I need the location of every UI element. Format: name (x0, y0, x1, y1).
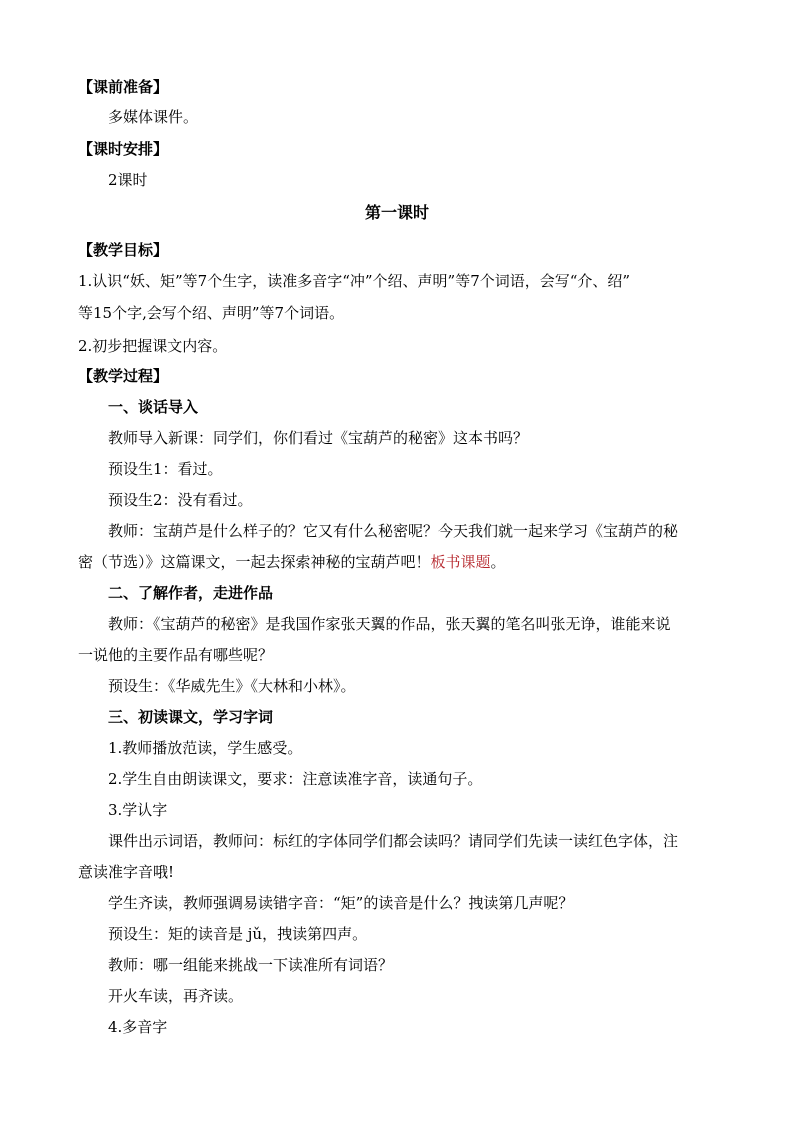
schedule-heading: 【课时安排】 (78, 140, 169, 158)
section3-title: 三、初读课文，学习字词 (108, 708, 274, 726)
section1-line5 (78, 552, 506, 572)
lesson-title: 第一课时 (364, 203, 429, 222)
schedule-content: 2课时 (108, 171, 148, 189)
section3-line10: 4.多音字 (108, 1018, 168, 1036)
section2-line1: 教师：《宝葫芦的秘密》是我国作家张天翼的作品，张天翼的笔名叫张无诤，谁能来说 (108, 615, 671, 633)
goals-heading: 【教学目标】 (78, 241, 169, 259)
goals-item1-line1: 1.认识“妖、矩”等7个生字，读准多音字“冲”个绍、声明”等7个词语，会写“介、绍” (78, 272, 631, 290)
section3-line2: 2.学生自由朗读课文，要求：注意读准字音，读通句子。 (108, 770, 483, 788)
prep-content: 多媒体课件。 (108, 108, 199, 126)
board-title-highlight: 板书课题 (430, 553, 491, 571)
section3-line7: 预设生：矩的读音是 jǔ，拽读第四声。 (108, 925, 368, 943)
section1-title: 一、谈话导入 (108, 398, 199, 416)
process-heading: 【教学过程】 (78, 367, 169, 385)
section2-line2: 一说他的主要作品有哪些呢？ (78, 646, 274, 664)
goals-item2: 2.初步把握课文内容。 (78, 337, 228, 355)
section1-line4: 教师：宝葫芦是什么样子的？它又有什么秘密呢？今天我们就一起来学习《宝葫芦的秘 (108, 522, 679, 540)
section3-line6: 学生齐读，教师强调易读错字音：“矩”的读音是什么？拽读第几声呢？ (108, 894, 574, 912)
section2-title: 二、了解作者，走进作品 (108, 584, 274, 602)
section3-line5: 意读准字音哦! (78, 863, 175, 881)
section2-line3: 预设生：《华威先生》《大林和小林》。 (108, 677, 356, 695)
goals-item1-line2: 等15个字,会写个绍、声明”等7个词语。 (78, 304, 345, 322)
section1-line3: 预设生2：没有看过。 (108, 491, 253, 509)
prep-heading: 【课前准备】 (78, 78, 169, 96)
section1-line5-end: 。 (490, 553, 506, 571)
section3-line1: 1.教师播放范读，学生感受。 (108, 739, 303, 757)
section3-line8: 教师：哪一组能来挑战一下读准所有词语？ (108, 956, 394, 974)
section1-line5-text: 密（节选）》这篇课文，一起去探索神秘的宝葫芦吧！ (78, 553, 431, 571)
section3-line9: 开火车读，再齐读。 (108, 987, 244, 1005)
section3-line3: 3.学认字 (108, 801, 168, 819)
section1-line1: 教师导入新课：同学们，你们看过《宝葫芦的秘密》这本书吗？ (108, 429, 529, 447)
section1-line2: 预设生1：看过。 (108, 460, 223, 478)
section3-line4: 课件出示词语，教师问：标红的字体同学们都会读吗？请同学们先读一读红色字体，注 (108, 832, 679, 850)
